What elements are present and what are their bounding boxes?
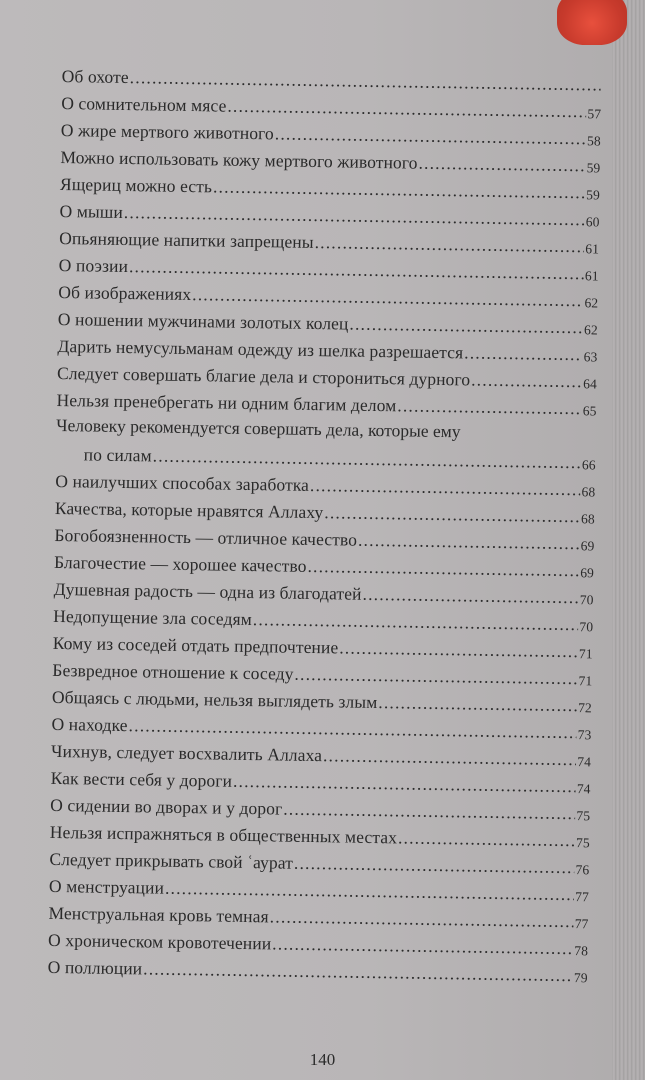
leader-dots <box>464 344 583 363</box>
toc-entry-title: Кому из соседей отдать предпочтение <box>52 632 339 657</box>
toc-entry-title: Следует прикрывать свой ʿаурат <box>49 848 294 873</box>
toc-entry-page: 65 <box>582 402 597 418</box>
toc-entry-page: 57 <box>587 105 602 121</box>
toc-entry-page: 66 <box>581 456 596 472</box>
toc-entry-page: 69 <box>580 537 595 553</box>
leader-dots <box>358 531 580 552</box>
toc-entry-title: Человеку рекомендуется совершать дела, которые ему <box>56 414 461 442</box>
toc-entry-page: 75 <box>576 807 591 823</box>
toc-entry-page: 61 <box>584 267 599 283</box>
toc-entry-page: 71 <box>578 645 593 661</box>
toc-entry-page: 59 <box>586 186 601 202</box>
toc-entry-page: 68 <box>581 510 595 526</box>
table-of-contents <box>48 58 602 984</box>
toc-entry-title: Об охоте <box>61 65 129 87</box>
leader-dots <box>339 639 578 660</box>
leader-dots <box>397 397 582 417</box>
toc-entry-page: 70 <box>579 618 594 634</box>
toc-entry-title: О наилучших способах заработка <box>55 470 310 495</box>
toc-entry-title: Богобоязненность — отличное качество <box>54 524 358 550</box>
toc-entry-title: О жире мертвого животного <box>60 119 275 143</box>
toc-entry-title: О поллюции <box>47 956 143 978</box>
toc-entry-page: 74 <box>577 753 592 769</box>
leader-dots <box>398 829 575 849</box>
toc-entry-title: Чихнув, следует восхвалить Аллаха <box>50 740 323 765</box>
toc-entry-page: 71 <box>578 672 593 688</box>
toc-entry-page: 78 <box>574 942 589 958</box>
toc-entry-title: Нельзя испражняться в общественных местах <box>49 821 398 847</box>
toc-entry-title: О ношении мужчинами золотых колец <box>57 308 349 334</box>
toc-entry-page: 62 <box>583 321 598 337</box>
toc-entry-title: О хроническом кровотечении <box>47 929 272 953</box>
toc-entry-title: Опьяняющие напитки запрещены <box>59 227 314 252</box>
toc-entry-page: 60 <box>585 213 600 229</box>
toc-entry-page: 62 <box>584 294 599 310</box>
toc-entry-page: 70 <box>579 591 594 607</box>
toc-entry-title: Душевная радость — одна из благодатей <box>53 578 362 604</box>
toc-entry-title: О мыши <box>59 200 124 222</box>
leader-dots <box>349 315 583 336</box>
toc-entry-title: Нельзя пренебрегать ни одним благим делом <box>56 389 397 415</box>
toc-entry-page: 59 <box>586 159 601 175</box>
toc-entry-continuation: по силам <box>83 443 152 465</box>
page-number: 140 <box>309 1050 336 1069</box>
toc-entry-title: О поэзии <box>58 254 129 276</box>
toc-entry-title: О сидении во дворах и у дорог <box>50 794 283 819</box>
toc-entry-title: Как вести себя у дороги <box>50 767 233 791</box>
toc-entry-title: Недопущение зла соседям <box>53 605 253 629</box>
red-object <box>557 0 627 45</box>
toc-entry-page: 75 <box>575 834 590 850</box>
toc-entry-title: Безвредное отношение к соседу <box>52 659 294 684</box>
toc-entry-page: 79 <box>573 969 588 985</box>
toc-entry-title: Ящериц можно есть <box>59 173 213 196</box>
toc-entry-title: Следует совершать благие дела и сторониться дурного <box>56 362 471 389</box>
leader-dots <box>418 154 585 174</box>
leader-dots <box>362 585 579 606</box>
leader-dots <box>378 694 577 715</box>
toc-entry-title: О сомнительном мясе <box>61 92 227 116</box>
toc-entry-title: Благочестие — хорошее качество <box>53 551 307 576</box>
toc-entry-title: О менструации <box>48 875 165 898</box>
toc-entry-page: 58 <box>586 132 601 148</box>
toc-entry-title: Об изображениях <box>58 281 192 304</box>
toc-entry-title: О находке <box>51 713 128 735</box>
leader-dots <box>471 371 582 390</box>
toc-entry-page: 69 <box>580 564 595 580</box>
toc-entry-title: Общаясь с людьми, нельзя выглядеть злым <box>51 686 378 712</box>
toc-entry-page: 61 <box>585 240 600 256</box>
toc-entry-page: 77 <box>575 888 590 904</box>
toc-entry-page: 76 <box>575 861 590 877</box>
page-edges <box>612 0 645 1080</box>
toc-entry-page: 73 <box>577 726 592 742</box>
toc-entry-title: Можно использовать кожу мертвого животного <box>60 146 418 173</box>
toc-entry-page: 77 <box>574 915 589 931</box>
toc-entry-title: Качества, которые нравятся Аллаху <box>54 497 324 522</box>
toc-entry-page: 64 <box>583 375 598 391</box>
toc-entry-page: 72 <box>578 699 592 715</box>
toc-entry-title: Дарить немусульманам одежду из шелка разрешается <box>57 335 464 362</box>
toc-entry-page: 68 <box>581 483 596 499</box>
toc-entry-page: 63 <box>583 348 598 364</box>
toc-entry-title: Менструальная кровь темная <box>48 902 269 926</box>
toc-entry-page: 74 <box>576 780 591 796</box>
